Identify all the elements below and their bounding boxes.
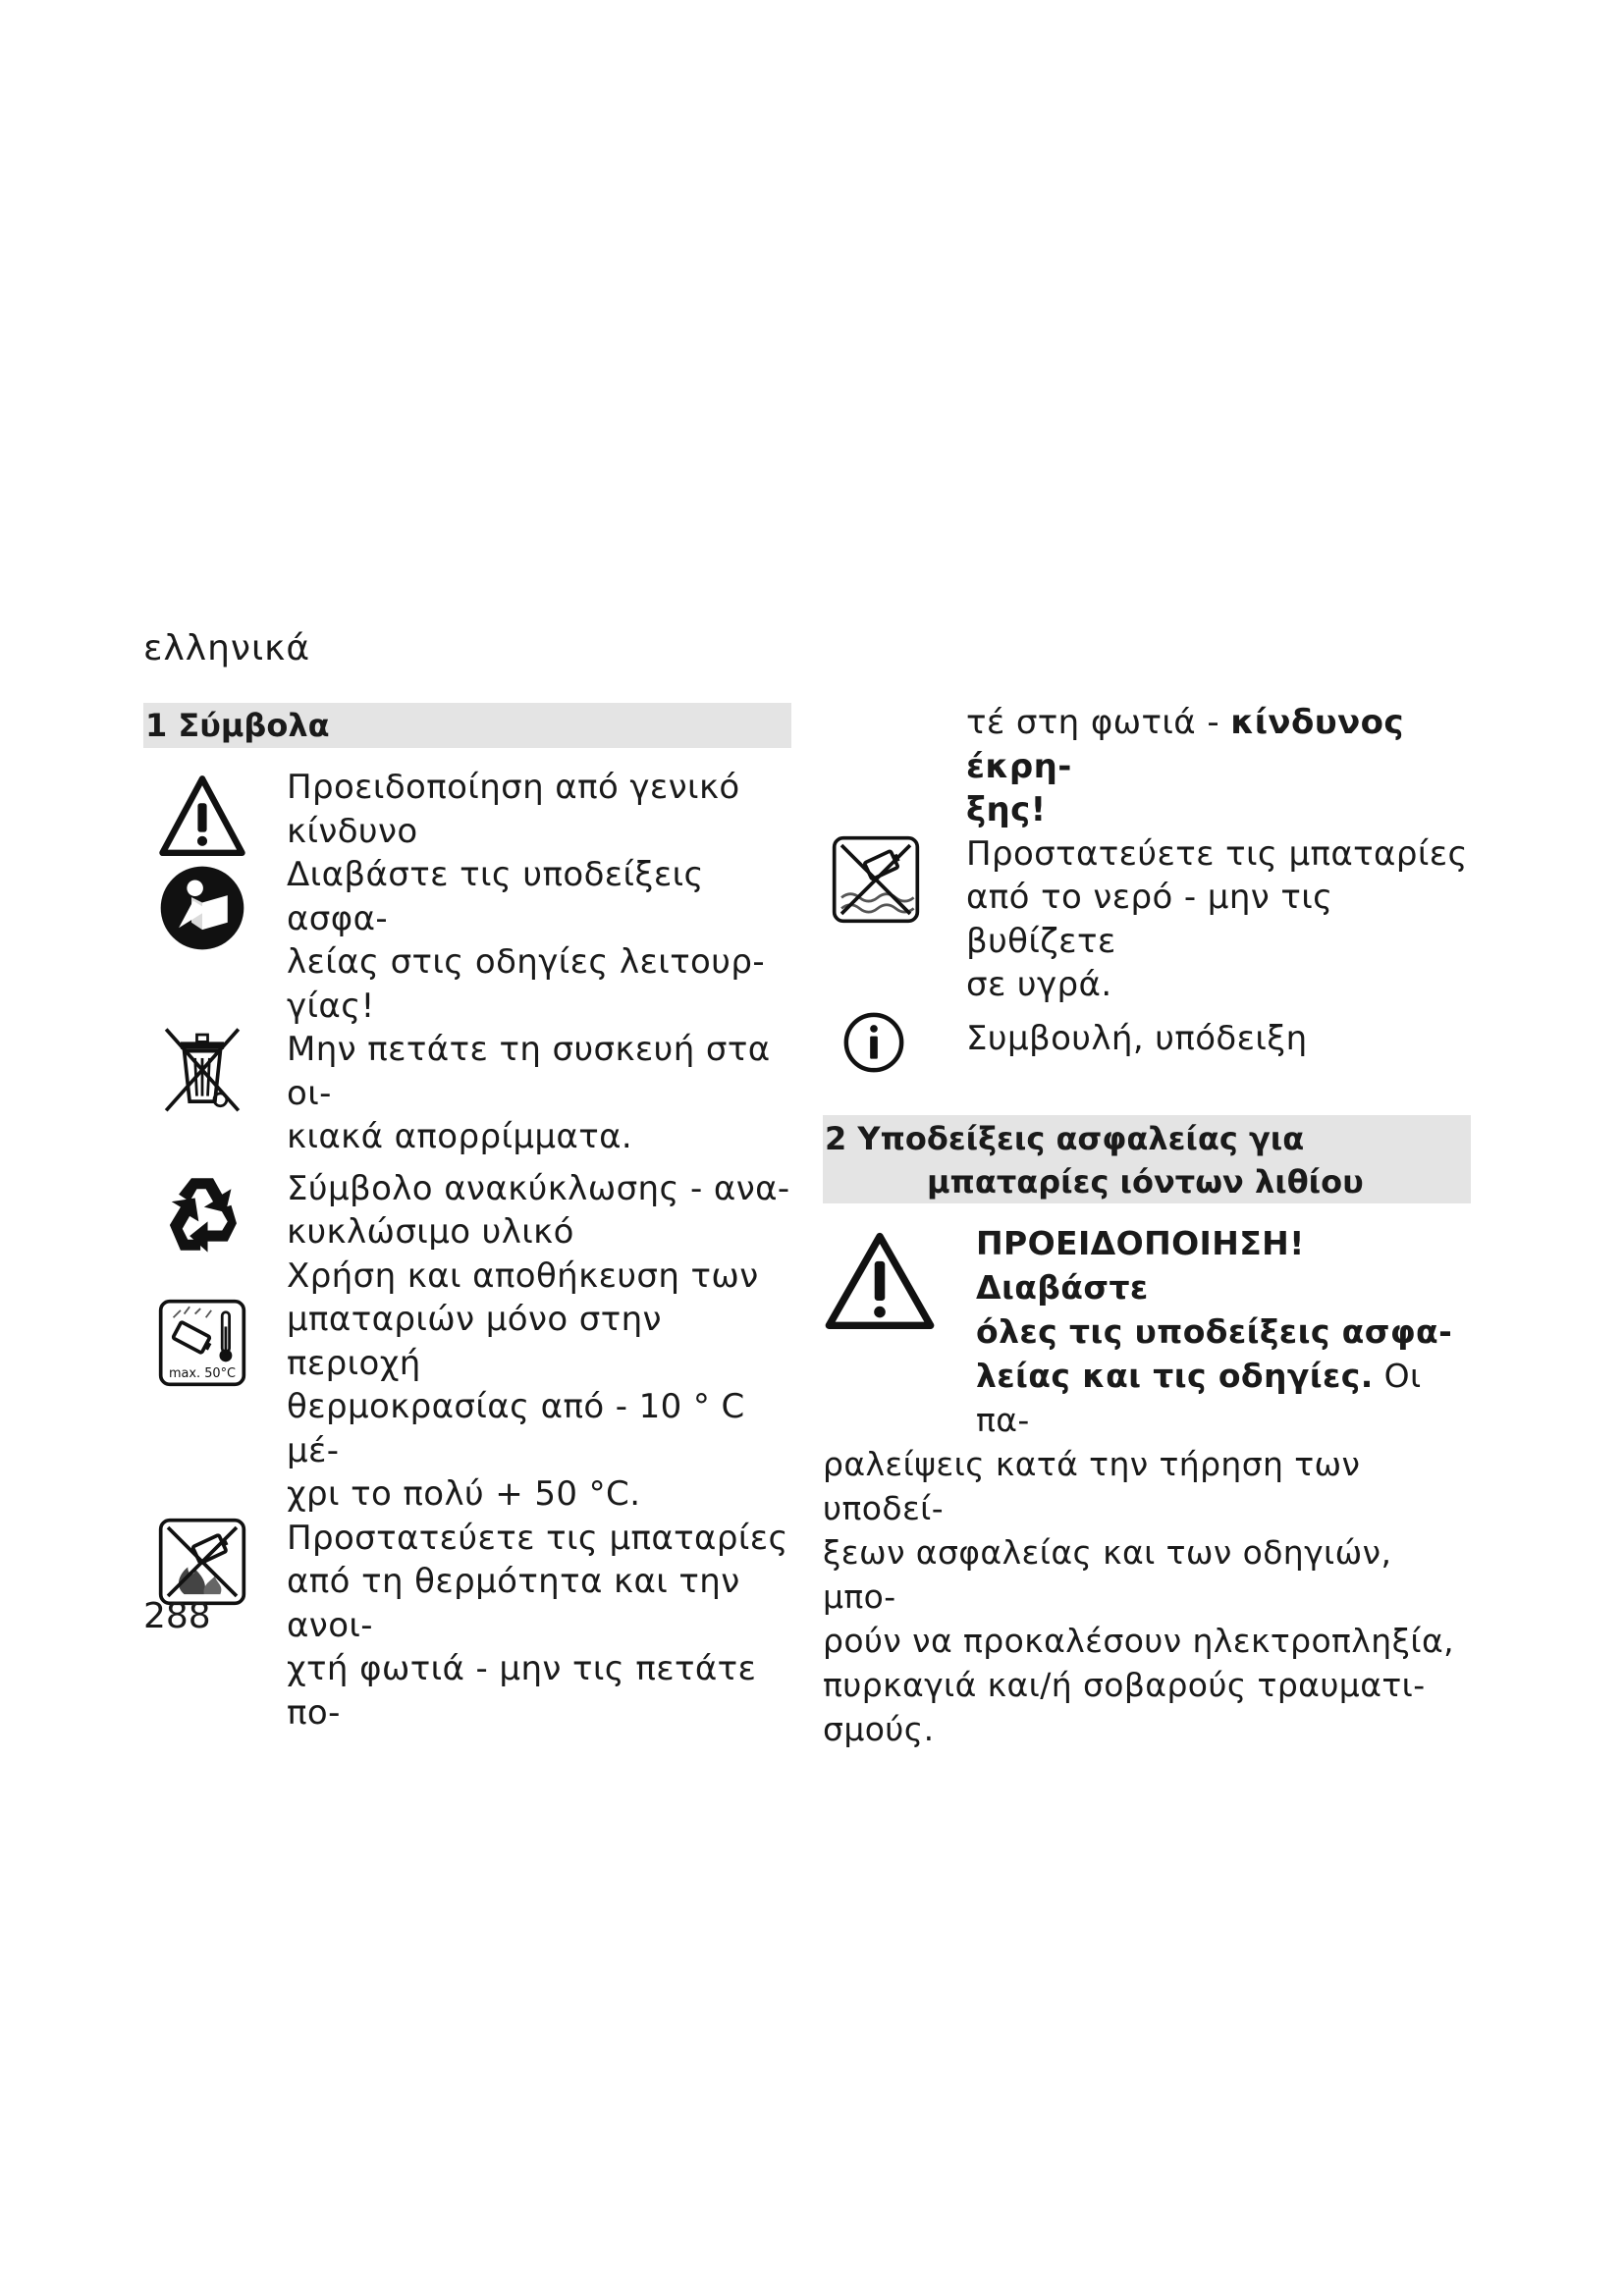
battery-temperature-icon <box>157 1298 247 1388</box>
lithium-warning-block <box>823 1221 1471 1751</box>
warning-bold-line: ΠΡΟΕΙΔΟΠΟΙΗΣΗ! Διαβάστε <box>976 1224 1305 1307</box>
recycle-icon <box>157 1169 247 1259</box>
section-2-heading <box>823 1115 1471 1203</box>
symbol-text-line: χτή φωτιά - μην τις πετάτε πο- <box>287 1649 757 1733</box>
symbol-text-line: λείας στις οδηγίες λειτουρ- <box>287 942 765 982</box>
section-1-heading: 1 Σύμβολα <box>143 703 791 748</box>
warning-triangle-icon <box>157 772 247 862</box>
warning-bold-line: λείας και τις οδηγίες. <box>976 1357 1374 1395</box>
symbol-text-line: γίας! <box>287 986 375 1026</box>
symbol-text-line: Διαβάστε τις υποδείξεις ασφα- <box>287 855 704 938</box>
symbol-text-line: Χρήση και αποθήκευση των <box>287 1255 759 1296</box>
symbol-text-line: Προστατεύετε τις μπαταρίες <box>966 833 1468 874</box>
left-column <box>143 703 791 1735</box>
symbol-text-line: Σύμβολο ανακύκλωσης - ανα- <box>287 1168 790 1208</box>
symbol-text-line: Μην πετάτε τη συσκευή στα οι- <box>287 1030 771 1113</box>
symbol-row-recycling <box>143 1167 791 1255</box>
warning-bold-line: όλες τις υποδείξεις ασφα- <box>976 1312 1453 1351</box>
warning-text-line: ρούν να προκαλέσουν ηλεκτροπληξία, <box>823 1622 1454 1660</box>
no-water-battery-icon <box>831 834 921 925</box>
symbol-row-water-protection <box>823 832 1471 1007</box>
symbol-text-line: από το νερό - μην τις βυθίζετε <box>966 878 1333 961</box>
symbol-row-heat-protection <box>143 1517 791 1735</box>
symbol-row-info <box>823 1017 1471 1061</box>
symbol-row-temperature-range <box>143 1255 791 1517</box>
warning-text-line: πυρκαγιά και/ή σοβαρούς τραυματι- <box>823 1666 1426 1704</box>
symbol-row-general-danger <box>143 766 791 853</box>
symbol-text-line: Προειδοποίηση από γενικό <box>287 768 740 807</box>
warning-text-line: σμούς. <box>823 1710 935 1748</box>
symbol-text-line: σε υγρά. <box>966 965 1112 1004</box>
no-fire-battery-icon <box>157 1517 247 1607</box>
fire-continuation <box>966 701 1471 832</box>
symbol-text-line: κιακά απορρίμματα. <box>287 1117 633 1156</box>
symbol-text-line: Προστατεύετε τις μπαταρίες <box>287 1518 788 1558</box>
symbol-text-line: Συμβουλή, υπόδειξη <box>966 1018 1308 1058</box>
symbol-text-line: χρι το πολύ + 50 °C. <box>287 1474 641 1514</box>
symbol-text-line: κυκλώσιμο υλικό <box>287 1212 574 1252</box>
read-manual-icon <box>157 863 247 953</box>
symbol-text-line: μπαταριών μόνο στην περιοχή <box>287 1300 662 1383</box>
crossed-bin-icon <box>157 1024 247 1114</box>
symbol-text-line: θερμοκρασίας από - 10 ° C μέ- <box>287 1387 745 1470</box>
symbol-text-line: από τη θερμότητα και την ανοι- <box>287 1562 740 1645</box>
warning-text-line: ξεων ασφαλείας και των οδηγιών, μπο- <box>823 1533 1392 1616</box>
info-icon <box>842 1011 905 1074</box>
continuation-plain-text: τέ στη φωτιά - <box>966 703 1231 742</box>
right-column <box>823 703 1471 1751</box>
language-label: ελληνικά <box>143 628 311 668</box>
warning-triangle-icon <box>823 1229 937 1335</box>
symbol-text-line: κίνδυνο <box>287 811 418 851</box>
warning-text-line: ραλείψεις κατά την τήρηση των υποδεί- <box>823 1445 1361 1527</box>
explosion-danger-text: κίνδυνος έκρη- <box>966 703 1404 786</box>
symbol-row-read-manual <box>143 853 791 1028</box>
battery-temperature-icon-label: max. 50°C <box>168 1365 237 1381</box>
explosion-danger-text-end: ξης! <box>966 790 1047 829</box>
symbol-row-no-household-waste <box>143 1028 791 1159</box>
warning-text-line: Οι πα- <box>976 1357 1422 1439</box>
page-number: 288 <box>143 1596 211 1636</box>
section-2-title-line-1: 2 Υποδείξεις ασφαλείας για <box>825 1120 1305 1157</box>
section-2-title-line-2: μπαταρίες ιόντων λιθίου <box>927 1163 1364 1201</box>
